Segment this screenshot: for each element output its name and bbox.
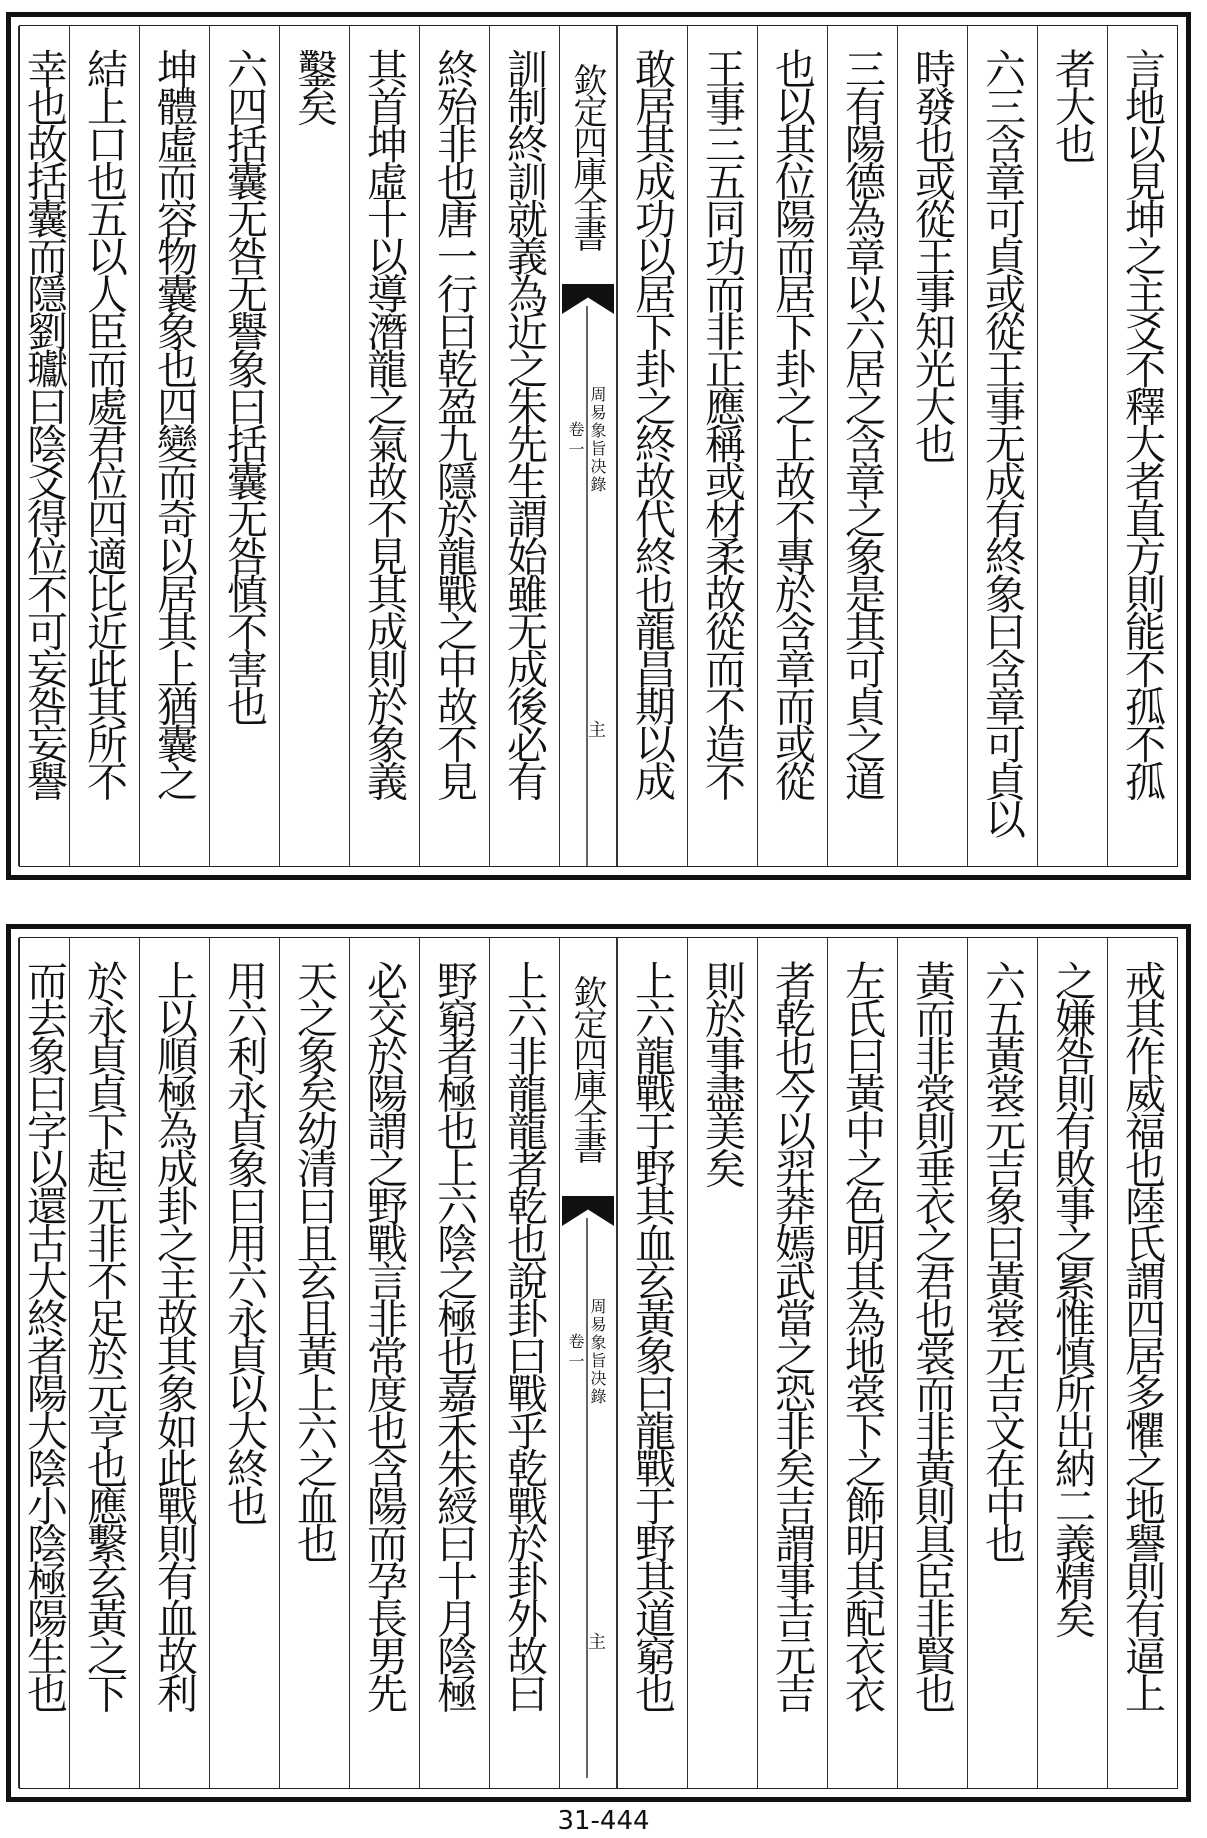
- text-column: [897, 938, 967, 1788]
- column-text: 六五黃裳元吉象曰黃裳元吉文在中也: [978, 960, 1026, 1560]
- column-text: 戒其作威福也陸氏謂四居多懼之地譽則有逼上: [1118, 960, 1166, 1710]
- column-text: 也以其位陽而居下卦之上故不專於含章而或從: [768, 48, 816, 798]
- column-text: 上六龍戰于野其血玄黃象曰龍戰于野其道窮也: [628, 960, 676, 1710]
- column-text: 於永貞貞下起元非不足於元亨也應繫玄黃之下: [80, 960, 128, 1710]
- column-text: 結上口也五以人臣而處君位四適比近此其所不: [80, 48, 128, 798]
- text-column: [279, 938, 349, 1788]
- book-spine: [559, 938, 617, 1788]
- column-text: 必交於陽謂之野戰言非常度也含陽而孕長男先: [360, 960, 408, 1710]
- text-column: [139, 938, 209, 1788]
- text-column: [617, 26, 687, 866]
- text-column: [827, 26, 897, 866]
- column-text: 幸也故括囊而隱劉瓛曰陰爻得位不可妄咎妄譽: [20, 48, 68, 798]
- spine-volume: 卷一: [566, 1333, 585, 1373]
- column-text: 則於事盡美矣: [698, 960, 746, 1185]
- book-spine: [559, 26, 617, 866]
- column-text: 其首坤虛十以導潛龍之氣故不見其成則於象義: [360, 48, 408, 798]
- column-text: 上以順極為成卦之主故其象如此戰則有血故利: [150, 960, 198, 1710]
- column-text: 王事三五同功而非正應稱或材柔故從而不造不: [698, 48, 746, 798]
- text-column: [349, 26, 419, 866]
- spine-title: 欽定四庫全書: [567, 63, 607, 249]
- page-top-frame: [19, 25, 1178, 867]
- column-text: 左氏曰黃中之色明其為地裳下之飾明其配衣衣: [838, 960, 886, 1710]
- column-text: 者乾也今以羿莽嫣武當之恐非矣吉謂事吉元吉: [768, 960, 816, 1710]
- page-top: [6, 12, 1191, 880]
- text-column: [69, 938, 139, 1788]
- text-column: [209, 938, 279, 1788]
- column-text: 天之象矣幼清曰且玄且黃上六之血也: [290, 960, 338, 1560]
- text-column: [489, 938, 559, 1788]
- column-text: 三有陽德為章以六居之含章之象是其可貞之道: [838, 48, 886, 798]
- text-column: [617, 938, 687, 1788]
- text-column: [209, 26, 279, 866]
- spine-title: 欽定四庫全書: [567, 975, 607, 1161]
- text-column: [69, 26, 139, 866]
- text-column: [757, 938, 827, 1788]
- text-column: [139, 26, 209, 866]
- page-bottom: [6, 924, 1191, 1802]
- column-text: 用六利永貞象曰用六永貞以大終也: [220, 960, 268, 1523]
- column-text: 上六非龍龍者乾也說卦曰戰乎乾戰於卦外故曰: [500, 960, 548, 1710]
- spine-book-title: 周易象旨决錄: [588, 1298, 607, 1406]
- text-column: [897, 26, 967, 866]
- column-text: 者大也: [1048, 48, 1096, 161]
- text-column: [967, 938, 1037, 1788]
- page-number: 31-444: [557, 1806, 650, 1836]
- text-column: [687, 26, 757, 866]
- text-column: [349, 938, 419, 1788]
- text-column: [419, 938, 489, 1788]
- column-text: 六四括囊无咎无譽象曰括囊无咎慎不害也: [220, 48, 268, 723]
- text-column: [967, 26, 1037, 866]
- column-text: 言地以見坤之主爻不釋大者直方則能不孤不孤: [1118, 48, 1166, 798]
- text-column: [18, 938, 69, 1788]
- fishtail-mark-icon: [562, 284, 614, 314]
- spine-book-title: 周易象旨决錄: [588, 386, 607, 494]
- spine-volume: 卷一: [566, 421, 585, 461]
- column-text: 之嫌咎則有敗事之累惟慎所出納二義精矣: [1048, 960, 1096, 1635]
- page-bottom-frame: [19, 937, 1178, 1789]
- text-column: [1107, 26, 1177, 866]
- column-text: 黃而非裳則垂衣之君也裳而非黃則具臣非賢也: [908, 960, 956, 1710]
- column-text: 終殆非也唐一行曰乾盈九隱於龍戰之中故不見: [430, 48, 478, 798]
- column-text: 野窮者極也上六陰之極也嘉禾朱綬曰十月陰極: [430, 960, 478, 1710]
- text-column: [18, 26, 69, 866]
- text-column: [1037, 938, 1107, 1788]
- column-text: 訓制終訓就義為近之朱先生謂始雖无成後必有: [500, 48, 548, 798]
- text-column: [279, 26, 349, 866]
- column-text: 坤體虛而容物囊象也四變而奇以居其上猶囊之: [150, 48, 198, 798]
- column-text: 敢居其成功以居下卦之終故代終也龍昌期以成: [628, 48, 676, 798]
- text-column: [757, 26, 827, 866]
- text-column: [687, 938, 757, 1788]
- text-column: [1107, 938, 1177, 1788]
- fishtail-mark-icon: [562, 1196, 614, 1226]
- text-column: [489, 26, 559, 866]
- spine-page-mark: 主: [588, 720, 606, 741]
- column-text: 鑿矣: [290, 48, 338, 123]
- text-column: [419, 26, 489, 866]
- text-column: [1037, 26, 1107, 866]
- column-text: 六三含章可貞或從王事无成有終象曰含章可貞以: [978, 48, 1026, 836]
- spine-page-mark: 主: [588, 1632, 606, 1653]
- column-text: 而去象曰字以還古大終者陽大陰小陰極陽生也: [20, 960, 68, 1710]
- column-text: 時發也或從王事知光大也: [908, 48, 956, 461]
- text-column: [827, 938, 897, 1788]
